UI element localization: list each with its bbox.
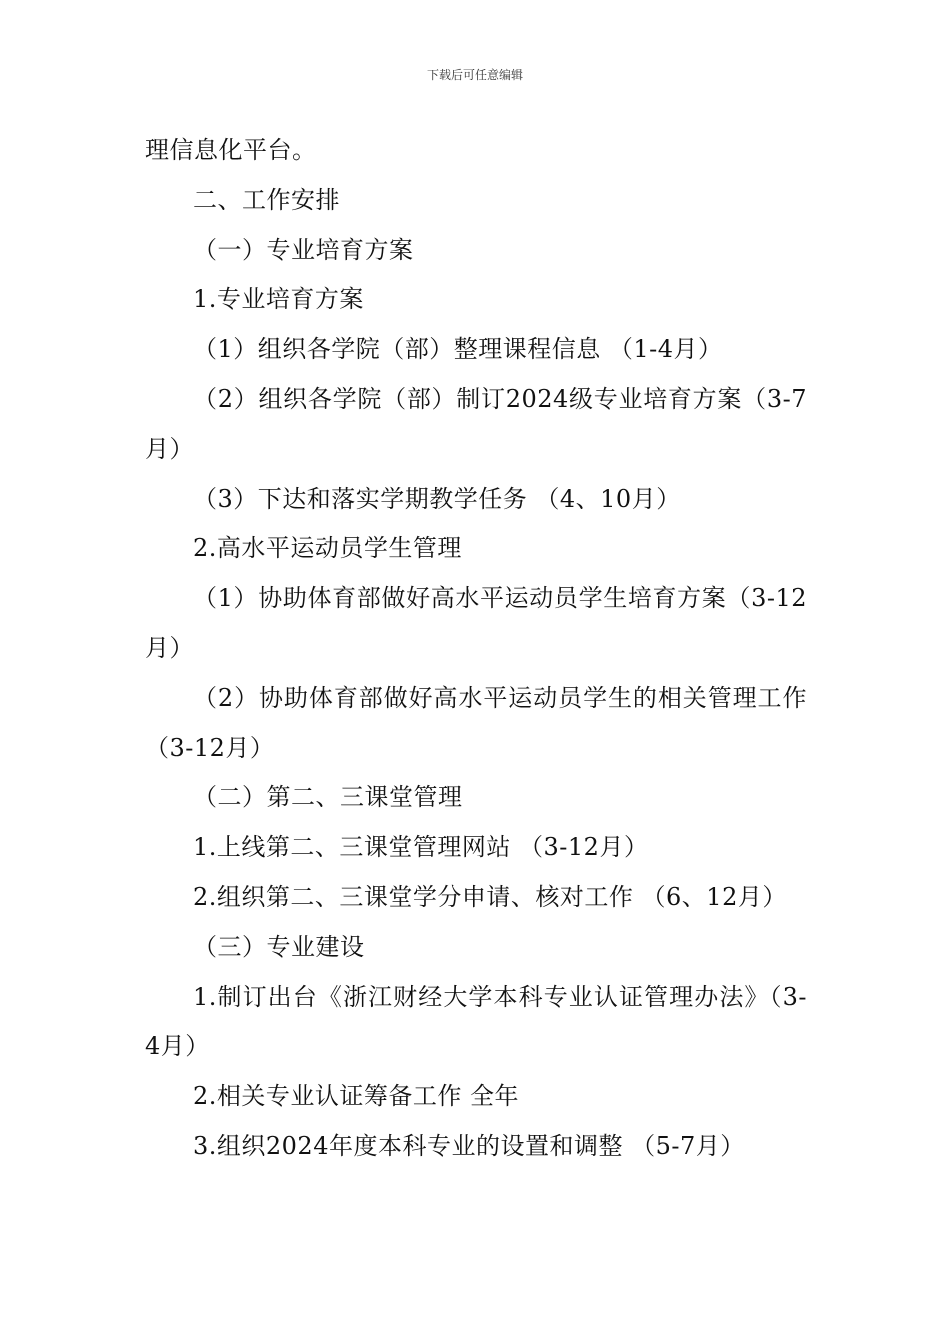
list-item: （2）协助体育部做好高水平运动员学生的相关管理工作 （3-12月） <box>145 683 807 762</box>
page-header-note: 下载后可任意编辑 <box>426 68 523 82</box>
document-body <box>145 126 807 1172</box>
list-item: 2.组织第二、三课堂学分申请、核对工作 （6、12月） <box>193 882 787 911</box>
item-heading-training-plan: 1.专业培育方案 <box>193 285 364 314</box>
list-item: （3）下达和落实学期教学任务 （4、10月） <box>193 484 681 513</box>
paragraph-continuation: 理信息化平台。 <box>145 136 317 164</box>
subsection-heading-major-construction: （三）专业建设 <box>193 932 365 961</box>
subsection-heading-training-plan: （一）专业培育方案 <box>193 235 414 264</box>
list-item: （1）协助体育部做好高水平运动员学生培育方案（3-12月） <box>145 584 807 662</box>
item-heading-athlete-management: 2.高水平运动员学生管理 <box>193 534 462 563</box>
list-item: 1.上线第二、三课堂管理网站 （3-12月） <box>193 833 649 862</box>
list-item: 2.相关专业认证筹备工作 全年 <box>193 1082 520 1111</box>
list-item: 3.组织2024年度本科专业的设置和调整 （5-7月） <box>193 1131 745 1160</box>
list-item: （1）组织各学院（部）整理课程信息 （1-4月） <box>193 335 723 364</box>
list-item: （2）组织各学院（部）制订2024级专业培育方案（3-7月） <box>145 384 807 463</box>
subsection-heading-classroom-management: （二）第二、三课堂管理 <box>193 783 463 812</box>
list-item: 1.制订出台《浙江财经大学本科专业认证管理办法》（3-4月） <box>145 982 807 1061</box>
section-heading-work-arrangement: 二、工作安排 <box>193 185 340 214</box>
